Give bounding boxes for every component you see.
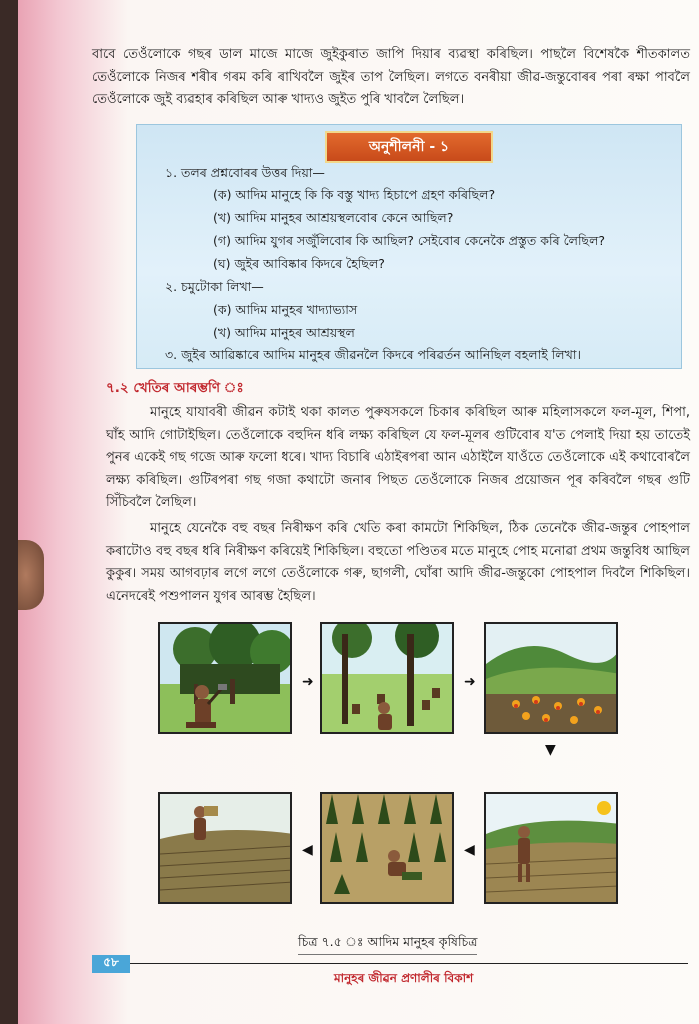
arrow-left-1: ◀: [302, 842, 313, 858]
body-paragraph-2: মানুহে যেনেকৈ বহু বছৰ নিৰীক্ষণ কৰি খেতি কৰা কামটো শিকিছিল, ঠিক তেনেকৈ জীৱ-জন্তুৰ পোহপাল কৰাটোও বহু বছৰ ধৰি নিৰীক্ষণ কৰিয়েই শিকিছিল। বহুতো পণ্ডিতৰ মতে মানুহে পোহ মনোৱা প্ৰথম জন্তুবিধ আছিল কুকুৰ। সময় আগবঢ়াৰ লগে লগে তেওঁলোকে গৰু, ছাগলী, ঘোঁৰা আদি জীৱ-জন্তুকো পোহপাল দিবলৈ শিকিছিল। এনেদৰেই পশুপালন যুগৰ আৰম্ভ হৈছিল।: [106, 521, 690, 604]
panel-planting-crops: [320, 792, 454, 904]
panel-cutting-trees: [320, 622, 454, 734]
body-paragraph-1: মানুহে যাযাবৰী জীৱন কটাই থকা কালত পুৰুষসকলে চিকাৰ কৰিছিল আৰু মহিলাসকলে ফল-মূল, শিপা, ঘাঁহ আদি গোটাইছিল। তেওঁলোকে বহুদিন ধৰি লক্ষ্য কৰিছিল যে ফল-মূলৰ গুটিবোৰ য'ত পেলাই দিয়া হয় তাতেই পুনৰ একেই গছ গজে আৰু ফলো ধৰে। খাদ্য বিচাৰি এঠাইৰপৰা আন এঠাইলৈ যাওঁতে তেওঁলোকে এই কথাবোৰলৈ লক্ষ্য কৰিছিল। গুটিৰপৰা গছ গজা কথাটো জনাৰ পিছত তেওঁলোকে নিজৰ প্ৰয়োজন পূৰ কৰিবলৈ গছৰ গুটি সিঁচিবলৈ লৈছিল।: [106, 405, 690, 510]
page-number: ৫৮: [92, 955, 130, 973]
arrow-down: ▼: [545, 742, 556, 758]
arrow-left-2: ◀: [464, 842, 475, 858]
exercise-title: অনুশীলনী - ১: [325, 131, 493, 163]
exercise-question-1c: (গ) আদিম যুগৰ সজুঁলিবোৰ কি আছিল? সেইবোৰ কেনেকৈ প্ৰস্তুত কৰি লৈছিল?: [213, 233, 606, 248]
arrow-right-2: ➜: [464, 674, 476, 690]
textbook-page: [18, 0, 699, 1024]
exercise-question-2: ২. চমুটোকা লিখা—: [165, 279, 264, 294]
exercise-question-2b: (খ) আদিম মানুহৰ আশ্ৰয়স্থল: [213, 325, 355, 340]
footer-title: মানুহৰ জীৱন প্ৰণালীৰ বিকাশ: [334, 971, 474, 985]
figure-caption: চিত্ৰ ৭.৫ ঃ আদিম মানুহৰ কৃষিচিত্ৰ: [298, 934, 477, 955]
section-heading: ৭.২ খেতিৰ আৰম্ভণি ঃ: [106, 380, 244, 396]
arrow-right-1: ➜: [302, 674, 314, 690]
panel-burning-field: [484, 622, 618, 734]
footer-divider: [108, 963, 688, 964]
exercise-question-1d: (ঘ) জুইৰ আবিষ্কাৰ কিদৰে হৈছিল?: [213, 256, 385, 271]
exercise-question-2a: (ক) আদিম মানুহৰ খাদ্যাভ্যাস: [213, 302, 358, 317]
panel-harvest-walk: [158, 792, 292, 904]
exercise-question-1a: (ক) আদিম মানুহে কি কি বস্তু খাদ্য হিচাপে গ্ৰহণ কৰিছিল?: [213, 187, 496, 202]
thumb-edge: [18, 540, 44, 610]
exercise-question-3: ৩. জুইৰ আৱিষ্কাৰে আদিম মানুহৰ জীৱনলৈ কিদৰে পৰিৱৰ্তন আনিছিল বহলাই লিখা।: [165, 347, 581, 362]
exercise-box: [136, 124, 682, 369]
exercise-question-1: ১. তলৰ প্ৰশ্নবোৰৰ উত্তৰ দিয়া—: [165, 165, 325, 180]
top-paragraph: বাবে তেওঁলোকে গছৰ ডাল মাজে মাজে জুইকুৰাত জাপি দিয়াৰ ব্যৱস্থা কৰিছিল। পাছলৈ বিশেষকৈ শীতকালত তেওঁলোকে নিজৰ শৰীৰ গৰম কৰি ৰাখিবলৈ জুইৰ তাপ লৈছিল। লগতে বনৰীয়া জীৱ-জন্তুবোৰৰ পৰা ৰক্ষা পাবলৈ তেওঁলোকে জুই ব্যৱহাৰ কৰিছিল আৰু খাদ্যও জুইত পুৰি খাবলৈ লৈছিল।: [92, 47, 690, 107]
panel-sowing-seeds: [484, 792, 618, 904]
panel-man-with-axe: [158, 622, 292, 734]
exercise-question-1b: (খ) আদিম মানুহৰ আশ্ৰয়স্থলবোৰ কেনে আছিল?: [213, 210, 454, 225]
